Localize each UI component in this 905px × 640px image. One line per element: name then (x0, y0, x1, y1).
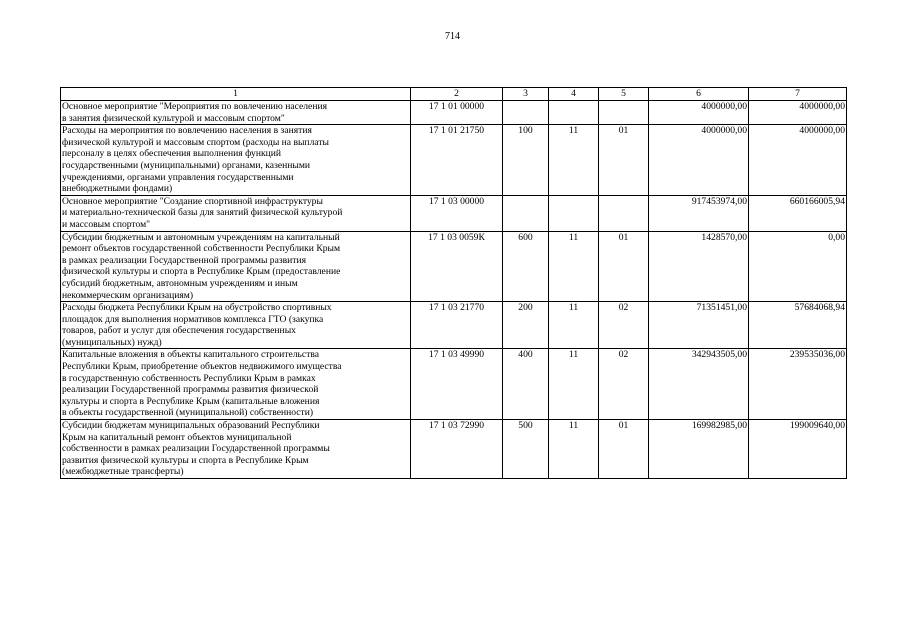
row-name: Расходы на мероприятия по вовлечению населения в занятия физической культурой и массовым спортом (расходы на выплаты персоналу в целях обеспечения выполнения функций государственными (муниципальными) органами, казенными учреждениями, органами управления государственными внебюджетными фондами) (61, 125, 411, 196)
row-col-4 (549, 101, 599, 125)
row-col-5: 02 (599, 349, 649, 420)
row-col-5: 01 (599, 231, 649, 302)
header-col-2: 2 (411, 88, 503, 101)
row-amount-6: 71351451,00 (649, 302, 749, 349)
row-amount-7: 199009640,00 (749, 420, 847, 479)
row-code: 17 1 03 0059К (411, 231, 503, 302)
budget-table (60, 87, 847, 479)
row-code: 17 1 01 21750 (411, 125, 503, 196)
table-row (61, 125, 847, 196)
row-col-5: 01 (599, 420, 649, 479)
row-amount-7: 4000000,00 (749, 125, 847, 196)
row-col-4: 11 (549, 231, 599, 302)
header-col-1: 1 (61, 88, 411, 101)
table-row (61, 231, 847, 302)
header-col-7: 7 (749, 88, 847, 101)
row-col-5 (599, 195, 649, 231)
row-col-4: 11 (549, 302, 599, 349)
header-row (61, 88, 847, 101)
row-code: 17 1 03 00000 (411, 195, 503, 231)
header-col-5: 5 (599, 88, 649, 101)
table-row (61, 302, 847, 349)
row-code: 17 1 03 21770 (411, 302, 503, 349)
row-name: Основное мероприятие "Мероприятия по вовлечению населения в занятия физической культурой и массовым спортом" (61, 101, 411, 125)
row-col-3 (503, 195, 549, 231)
row-amount-6: 4000000,00 (649, 125, 749, 196)
row-amount-6: 342943505,00 (649, 349, 749, 420)
row-name: Расходы бюджета Республики Крым на обустройство спортивных площадок для выполнения нормативов комплекса ГТО (закупка товаров, работ и услуг для обеспечения государственных (муниципальных) нужд) (61, 302, 411, 349)
row-col-5: 02 (599, 302, 649, 349)
row-amount-7: 57684068,94 (749, 302, 847, 349)
table-row (61, 195, 847, 231)
header-col-3: 3 (503, 88, 549, 101)
page-number: 714 (445, 31, 460, 42)
row-col-3: 100 (503, 125, 549, 196)
row-col-5: 01 (599, 125, 649, 196)
row-name: Субсидии бюджетам муниципальных образований Республики Крым на капитальный ремонт объектов муниципальной собственности в рамках реализации Государственной программы развития физической культуры и спорта в Республике Крым (межбюджетные трансферты) (61, 420, 411, 479)
header-col-6: 6 (649, 88, 749, 101)
row-amount-6: 4000000,00 (649, 101, 749, 125)
row-col-3: 200 (503, 302, 549, 349)
row-col-4: 11 (549, 420, 599, 479)
row-code: 17 1 03 72990 (411, 420, 503, 479)
table-row (61, 101, 847, 125)
row-col-5 (599, 101, 649, 125)
row-amount-7: 239535036,00 (749, 349, 847, 420)
row-code: 17 1 03 49990 (411, 349, 503, 420)
row-amount-6: 169982985,00 (649, 420, 749, 479)
row-col-3: 600 (503, 231, 549, 302)
row-col-4: 11 (549, 125, 599, 196)
row-code: 17 1 01 00000 (411, 101, 503, 125)
table-row (61, 420, 847, 479)
header-col-4: 4 (549, 88, 599, 101)
table-row (61, 349, 847, 420)
row-amount-7: 0,00 (749, 231, 847, 302)
row-amount-6: 1428570,00 (649, 231, 749, 302)
row-name: Капитальные вложения в объекты капитального строительства Республики Крым, приобретение объектов недвижимого имущества в государственную собственность Республики Крым в рамках реализации Государственной программы развития физической культуры и спорта в Республике Крым (капитальные вложения в объекты государственной (муниципальной) собственности) (61, 349, 411, 420)
row-name: Субсидии бюджетным и автономным учреждениям на капитальный ремонт объектов государственной собственности Республики Крым в рамках реализации Государственной программы развития физической культуры и спорта в Республике Крым (предоставление субсидий бюджетным, автономным учреждениям и иным некоммерческим организациям) (61, 231, 411, 302)
row-col-3 (503, 101, 549, 125)
row-col-3: 400 (503, 349, 549, 420)
row-col-3: 500 (503, 420, 549, 479)
row-amount-6: 917453974,00 (649, 195, 749, 231)
row-name: Основное мероприятие "Создание спортивной инфраструктуры и материально-технической базы для занятий физической культурой и массовым спортом" (61, 195, 411, 231)
row-amount-7: 660166005,94 (749, 195, 847, 231)
row-col-4 (549, 195, 599, 231)
row-amount-7: 4000000,00 (749, 101, 847, 125)
row-col-4: 11 (549, 349, 599, 420)
